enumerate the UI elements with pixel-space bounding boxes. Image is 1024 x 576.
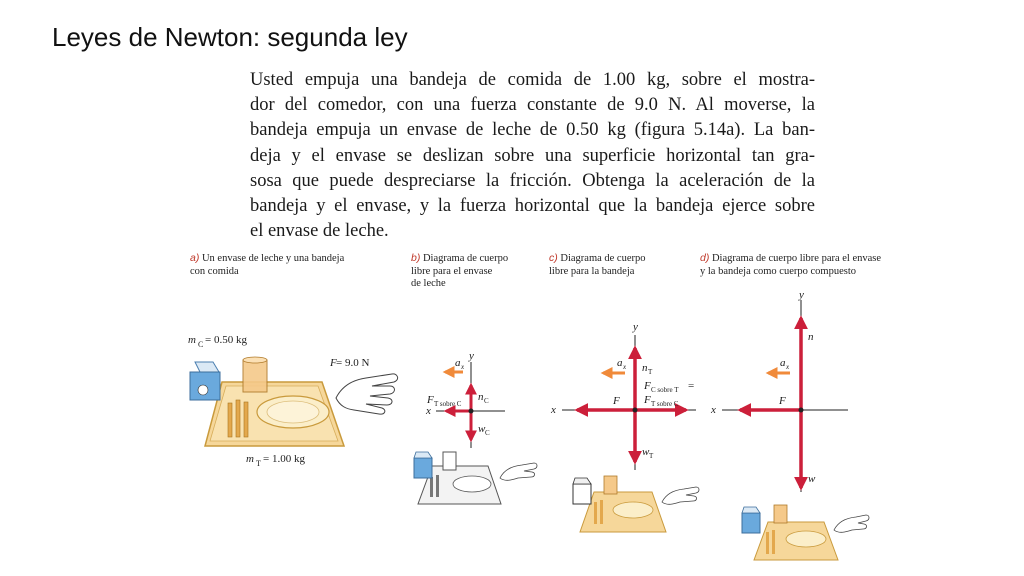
- tray-illustration: [205, 357, 344, 446]
- label-w: w: [808, 473, 816, 485]
- label-mt-value: = 1.00 kg: [263, 453, 305, 465]
- problem-line: Usted empuja una bandeja de comida de 1.00 kg, sobre el mostra-: [250, 70, 815, 90]
- axis-label-y: y: [469, 350, 474, 362]
- caption-letter: b): [411, 252, 421, 264]
- axis-label-x: x: [711, 404, 716, 416]
- caption-letter: c): [549, 252, 558, 264]
- svg-text:C: C: [485, 429, 490, 437]
- label-fc-sobre-t: F: [644, 380, 651, 392]
- tray-scene-small: [573, 476, 699, 532]
- label-ft-sobre-c: F: [644, 394, 651, 406]
- svg-text:T: T: [648, 368, 653, 376]
- label-mc-sub: C: [198, 340, 204, 349]
- problem-line: deja y el envase se deslizan sobre una superficie horizontal tan gra-: [250, 145, 815, 166]
- page-title: Leyes de Newton: segunda ley: [52, 22, 408, 52]
- milk-carton-illustration: [190, 362, 220, 400]
- label-ax: a: [617, 357, 623, 369]
- label-f: F: [330, 357, 337, 369]
- axis-label-x: x: [426, 405, 431, 417]
- label-mc: m: [188, 334, 196, 346]
- figure-b: [414, 350, 537, 504]
- axis-label-y: y: [633, 321, 638, 333]
- label-f: F: [779, 395, 786, 407]
- label-mt-sub: T: [256, 459, 261, 468]
- body-point: [469, 409, 474, 414]
- figure-c: [550, 321, 699, 532]
- svg-text:x: x: [623, 363, 627, 371]
- label-mt: m: [246, 453, 254, 465]
- caption-letter: a): [190, 252, 200, 264]
- caption-a: a) Un envase de leche y una bandeja con comida: [190, 252, 345, 277]
- body-point: [633, 408, 638, 413]
- svg-text:x: x: [786, 363, 790, 371]
- hand-illustration: [336, 374, 398, 414]
- label-wt: w: [642, 446, 650, 458]
- problem-line: sosa que puede despreciarse la fricción. Obtenga la aceleración de la: [250, 170, 815, 191]
- label-nc: n: [478, 391, 484, 403]
- svg-text:T: T: [649, 452, 654, 460]
- svg-text:=: =: [688, 380, 695, 392]
- svg-text:x: x: [461, 363, 465, 371]
- label-f: F: [613, 395, 620, 407]
- problem-line: dor del comedor, con una fuerza constante de 9.0 N. Al moverse, la: [250, 95, 815, 116]
- caption-c: c) Diagrama de cuerpo libre para la bandeja: [549, 252, 646, 277]
- caption-letter: d): [700, 252, 710, 264]
- svg-text:T sobre C: T sobre C: [651, 400, 679, 408]
- tray-scene-small: [414, 452, 537, 504]
- label-ft: F: [427, 394, 434, 406]
- label-mc-value: = 0.50 kg: [205, 334, 247, 346]
- caption-d: d) Diagrama de cuerpo libre para el envase y la bandeja como cuerpo compuesto: [700, 252, 882, 277]
- axis-label-y: y: [799, 289, 804, 301]
- label-wc: w: [478, 423, 486, 435]
- caption-b: b) Diagrama de cuerpo libre para el envase de leche: [411, 252, 509, 289]
- body-point: [799, 408, 804, 413]
- figure-d: [710, 289, 869, 560]
- problem-line: bandeja empuja un envase de leche de 0.50 kg (figura 5.14a). La ban-: [250, 120, 815, 141]
- svg-text:C sobre T: C sobre T: [651, 386, 679, 394]
- figure-a: [188, 334, 398, 468]
- problem-line: bandeja y el envase, y la fuerza horizontal que la bandeja ejerce sobre: [250, 196, 815, 217]
- label-ax: a: [455, 357, 461, 369]
- problem-line: el envase de leche.: [250, 221, 389, 242]
- label-nt: n: [642, 362, 648, 374]
- label-f-value: = 9.0 N: [336, 357, 370, 369]
- label-ax: a: [780, 357, 786, 369]
- label-n: n: [808, 331, 814, 343]
- svg-text:T sobre C: T sobre C: [434, 400, 462, 408]
- axis-label-x: x: [551, 404, 556, 416]
- tray-scene-small: [742, 505, 869, 560]
- svg-text:C: C: [484, 397, 489, 405]
